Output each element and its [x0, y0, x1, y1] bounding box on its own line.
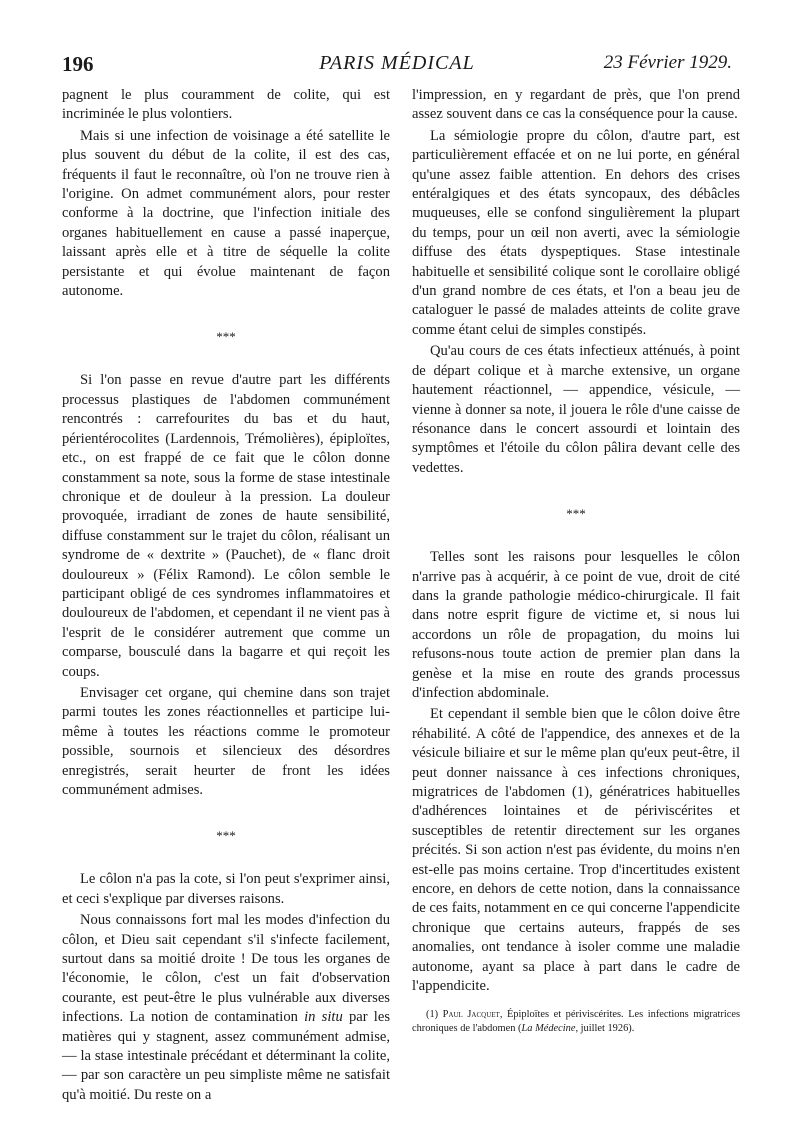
left-column	[62, 86, 390, 1105]
paragraph	[62, 911, 390, 1105]
paragraph: Le côlon n'a pas la cote, si l'on peut s'exprimer ainsi, et ceci s'explique par diverses raisons.	[62, 871, 390, 907]
text-run: Nous connaissons fort mal les modes d'infection du côlon, et Dieu sait cependant s'il s'infecte facilement, surtout dans sa moitié droite ! De tous les organes de l'économie, le côlon, c'est un fait d'observation courante, est peut-être le plus vulnérable aux diverses infections. La notion de contamination	[62, 912, 390, 1026]
page-number: 196	[62, 52, 94, 76]
footnote-end: , juillet 1926).	[575, 1023, 635, 1035]
page-header	[62, 52, 732, 82]
paragraph: Mais si une infection de voisinage a été satellite le plus souvent du début de la colite, il est des cas, fréquents il faut le reconnaître, où l'on ne trouve rien à l'origine. On admet communément alors, pour rester conforme à la doctrine, que l'infection initiale des organes habituellement en cause a passé inaperçue, laissant après elle et à titre de séquelle la colite persistante et qui évolue maintenant de façon autonome.	[62, 127, 390, 300]
footnote-marker: (1)	[426, 1009, 443, 1021]
paragraph: Envisager cet organe, qui chemine dans son trajet parmi toutes les zones réactionnelles et participe lui-même à toutes les réactions comme le promoteur possible, sournois et silencieux des désordres enregistrés, serait heurter de front les idées communément admises.	[62, 684, 390, 798]
paragraph: Si l'on passe en revue d'autre part les différents processus plastiques de l'abdomen communément rencontrés : carrefourites du bas et du haut, périentérocolites (Lardennois, Trémolières), épiploïtes, etc., on est frappé de ce fait que le côlon donne constamment sa note, sous la forme de stase intestinale chronique et de douleur à la pression. La douleur provoquée, irradiant de zones de haute sensibilité, diffuse constamment sur le trajet du côlon, réalisant un syndrome de « dextrite » (Pauchet), de « flanc droit douloureux » (Félix Ramond). Le côlon semble le participant obligé de ces syndromes inflammatoires et douloureux de l'abdomen, et cependant il ne vient pas à l'esprit de le considérer autrement que comme un comparse, bousculé dans la bagarre et qui reçoit les coups.	[62, 372, 390, 680]
paragraph: La sémiologie propre du côlon, d'autre part, est particulièrement effacée et on ne lui porte, en général qu'une assez faible attention. En dehors des crises entéralgiques et des états syncopaux, des débâcles muqueuses, elle se confond singulièrement la plupart du temps, pour un œil non averti, avec la sémiologie diffuse des états dyspeptiques. Stase intestinale habituelle et sensibilité colique sont le corollaire obligé d'un grand nombre de ces états, et l'on a beau jeu de cataloguer le passé de malades atteints de colite grave comme étant celui de simples constipés.	[412, 127, 740, 338]
footnote-journal: La Médecine	[521, 1023, 576, 1035]
paragraph: pagnent le plus couramment de colite, qui est incriminée le plus volontiers.	[62, 87, 390, 123]
italic-term: in situ	[304, 1009, 343, 1026]
paragraph: Qu'au cours de ces états infectieux atténués, à point de départ colique et à marche extensive, un organe hautement réactionnel, — appendice, vésicule, — vienne à donner sa note, il jouera le rôle d'une caisse de résonance dans le concert assourdi et lointain des symptômes et l'étoile du côlon pâlira devant celle des vedettes.	[412, 343, 740, 476]
right-column	[412, 86, 740, 1036]
paragraph: Et cependant il semble bien que le côlon doive être réhabilité. A côté de l'appendice, des annexes et de la vésicule biliaire et sur le même plan qu'eux peut-être, il peut donner naissance à ces infections chroniques, migratrices de l'abdomen (1), génératrices habituelles d'adhérences lointaines et de périviscérites et susceptibles de retentir directement sur les organes précités. Si son action n'est pas évidente, du moins n'en est-elle pas moins certaine. Trop d'incertitudes existent encore, en dehors de cette notion, dans la connaissance de ces faits, notamment en ce qui concerne l'appendicite chronique que certains auteurs, frappés de ses anomalies, ont tendance à isoler comme une maladie autonome, ayant sa place à part dans le cadre de l'appendicite.	[412, 706, 741, 995]
asterism: ***	[566, 505, 586, 521]
footnote	[412, 1008, 740, 1036]
paragraph: l'impression, en y regardant de près, que l'on prend assez souvent dans ce cas la conséquence pour la cause.	[412, 87, 740, 123]
footnote-author: Paul Jacquet	[442, 1009, 500, 1021]
journal-title: PARIS MÉDICAL	[319, 52, 475, 74]
asterism: ***	[216, 328, 236, 344]
section-separator	[412, 478, 740, 548]
section-separator	[62, 301, 390, 371]
section-separator	[62, 800, 390, 870]
footnote-text: , Épiploïtes et périviscérites. Les infections migratrices chroniques de l'abdomen (	[412, 1009, 740, 1035]
asterism: ***	[216, 827, 236, 843]
paragraph: Telles sont les raisons pour lesquelles le côlon n'arrive pas à acquérir, à ce point de vue, droit de cité dans la grande pathologie médico-chirurgicale. Il fait dans notre esprit figure de victime et, si nous lui accordons un rôle de propagation, du moins lui refusons-nous toute action de premier plan dans la genèse et la mise en route des grands processus d'infection abdominale.	[412, 549, 740, 701]
issue-date: 23 Février 1929.	[603, 52, 732, 73]
text-run: par les matières qui y stagnent, assez communément admise, — la stase intestinale précédant et déterminant la colite, — par son caractère un peu simpliste même ne satisfait qu'à moitié. Du reste on a	[62, 1009, 390, 1103]
